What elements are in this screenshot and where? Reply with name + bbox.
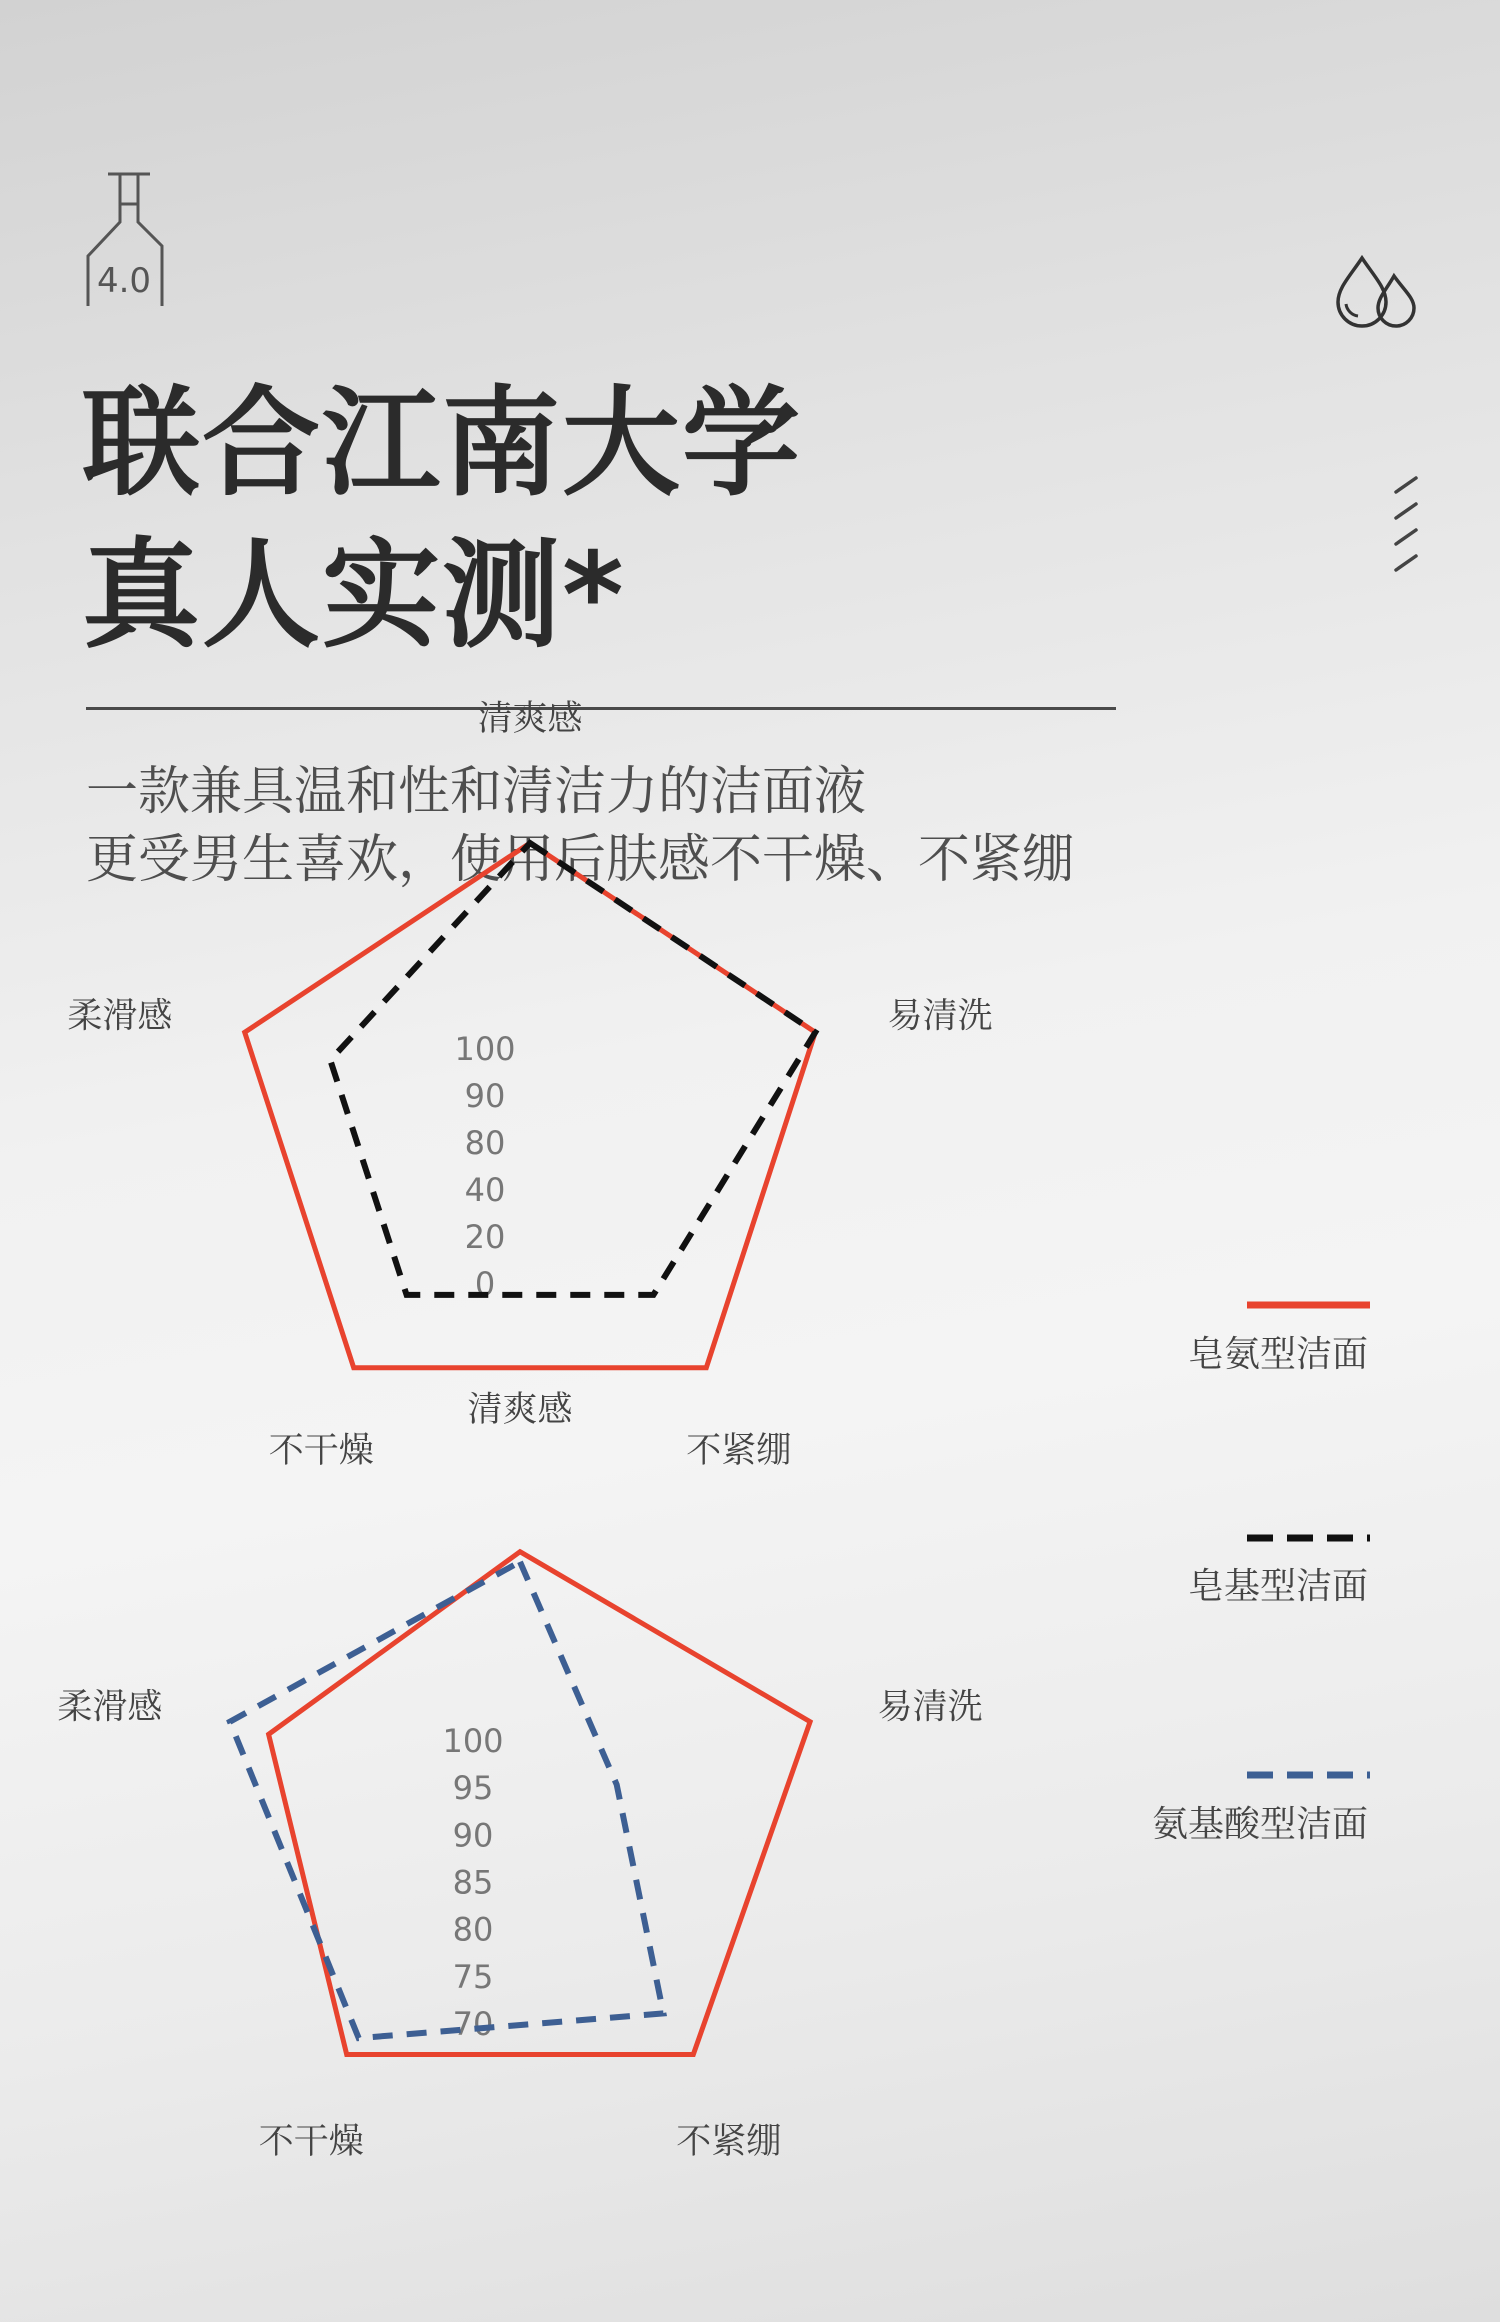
series-polygon-1 — [269, 1552, 811, 2055]
tick-label: 80 — [464, 1124, 506, 1162]
axis-label: 不紧绷 — [676, 2122, 782, 2163]
axis-label: 清爽感 — [467, 1390, 573, 1430]
axis-label: 易清洗 — [877, 1687, 983, 1728]
legend-label-1: 皂氨型洁面 — [1187, 1334, 1368, 1375]
tick-label: 40 — [464, 1171, 506, 1209]
tick-label: 95 — [452, 1769, 494, 1808]
subtitle-line-1: 一款兼具温和性和清洁力的洁面液 — [86, 762, 867, 822]
axis-label: 柔滑感 — [67, 996, 173, 1037]
tick-label: 80 — [452, 1910, 494, 1949]
legend-label-3: 氨基酸型洁面 — [1151, 1804, 1368, 1845]
tick-label: 90 — [464, 1077, 506, 1115]
axis-label: 柔滑感 — [57, 1687, 163, 1728]
tick-label: 100 — [454, 1030, 516, 1068]
axis-label: 不紧绷 — [686, 1431, 792, 1472]
legend-label-2: 皂基型洁面 — [1187, 1566, 1368, 1607]
page-title-line-1: 联合江南大学 — [82, 374, 803, 512]
axis-label: 不干燥 — [268, 1431, 374, 1472]
tick-label: 20 — [464, 1218, 506, 1256]
tick-label: 90 — [452, 1816, 494, 1855]
axis-label: 清爽感 — [477, 699, 583, 739]
axis-label: 易清洗 — [887, 996, 993, 1037]
tick-label: 0 — [474, 1265, 496, 1303]
series-polygon-2 — [230, 1562, 664, 2038]
bottle-version-text: 4.0 — [96, 261, 152, 301]
tick-label: 85 — [452, 1863, 494, 1902]
series-polygon-2 — [330, 843, 815, 1295]
axis-label: 不干燥 — [258, 2122, 364, 2163]
series-polygon-1 — [245, 843, 816, 1368]
page-title-line-2: 真人实测* — [82, 526, 626, 664]
tick-label: 100 — [442, 1722, 504, 1760]
subtitle-line-2: 更受男生喜欢，使用后肤感不干燥、不紧绷 — [86, 830, 1075, 890]
tick-label: 75 — [452, 1957, 494, 1996]
tick-label: 70 — [452, 2005, 494, 2043]
